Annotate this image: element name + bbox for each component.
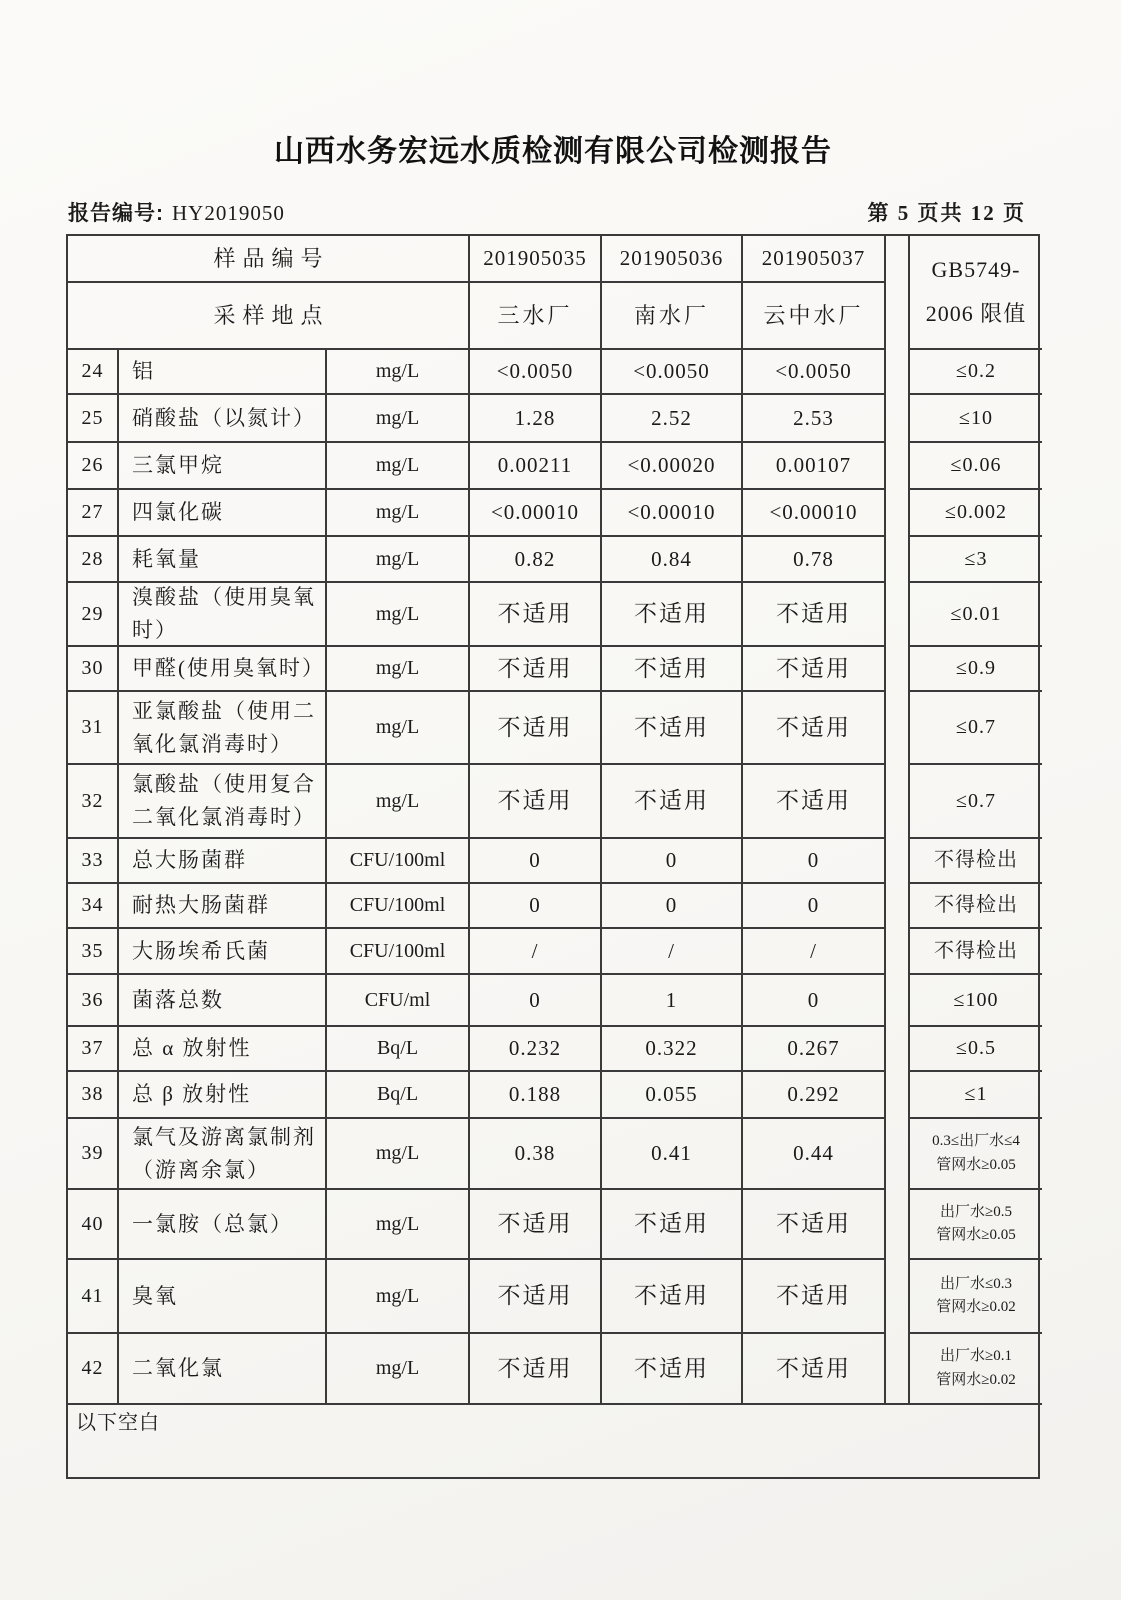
row-number: 34 <box>68 884 119 929</box>
param-value: 不适用 <box>743 1190 886 1260</box>
param-value: 0.41 <box>602 1119 743 1190</box>
param-value: 0 <box>743 884 886 929</box>
param-limit-line: ≤0.2 <box>956 360 996 382</box>
param-limit-line: 管网水≥0.02 <box>936 1299 1016 1315</box>
param-limit <box>910 395 1042 443</box>
sample-table <box>66 234 1040 1479</box>
param-name: 耗氧量 <box>119 537 327 583</box>
param-name: 四氯化碳 <box>119 490 327 537</box>
param-name: 总 β 放射性 <box>119 1072 327 1119</box>
param-value: 不适用 <box>743 647 886 692</box>
param-value: 0.38 <box>470 1119 602 1190</box>
row-number: 40 <box>68 1190 119 1260</box>
param-limit-line: ≤0.9 <box>956 657 996 679</box>
page-title: 山西水务宏远水质检测有限公司检测报告 <box>274 135 832 168</box>
param-value: / <box>602 929 743 975</box>
param-value: 不适用 <box>470 583 602 647</box>
param-limit <box>910 1334 1042 1405</box>
param-value: 0 <box>743 839 886 884</box>
param-limit-line: 0.3≤出厂水≤4 <box>932 1133 1020 1150</box>
param-value: 不适用 <box>602 1334 743 1405</box>
param-value: 1.28 <box>470 395 602 443</box>
page-indicator: 第 5 页共 12 页 <box>867 201 1026 225</box>
report-content <box>66 0 1040 1479</box>
param-unit: mg/L <box>327 583 470 647</box>
param-unit: CFU/100ml <box>327 929 470 975</box>
param-limit-line: 不得检出 <box>934 939 1018 962</box>
param-value: <0.00010 <box>743 490 886 537</box>
row-number: 24 <box>68 350 119 395</box>
param-unit: mg/L <box>327 1334 470 1405</box>
row-number: 26 <box>68 443 119 490</box>
param-limit-line: 出厂水≥0.1 <box>940 1348 1012 1365</box>
param-value: 不适用 <box>470 692 602 765</box>
param-limit-line: ≤10 <box>959 406 993 429</box>
param-value: <0.0050 <box>470 350 602 395</box>
header-location-2: 南水厂 <box>602 283 743 350</box>
param-value: 0.055 <box>602 1072 743 1119</box>
param-value: 不适用 <box>602 1190 743 1260</box>
param-value: <0.00010 <box>602 490 743 537</box>
param-unit: Bq/L <box>327 1027 470 1072</box>
param-value: 0.82 <box>470 537 602 583</box>
param-unit: mg/L <box>327 395 470 443</box>
param-limit-line: 管网水≥0.02 <box>936 1371 1016 1388</box>
row-number: 42 <box>68 1334 119 1405</box>
row-number: 28 <box>68 537 119 583</box>
param-value: 0.84 <box>602 537 743 583</box>
param-value: 0.267 <box>743 1027 886 1072</box>
param-limit <box>910 350 1042 395</box>
param-limit <box>910 583 1042 647</box>
param-value: 0 <box>602 884 743 929</box>
param-limit <box>910 1027 1042 1072</box>
report-number-group <box>68 197 285 227</box>
param-value: 2.53 <box>743 395 886 443</box>
param-value: 2.52 <box>602 395 743 443</box>
param-limit-line: ≤0.7 <box>956 716 996 738</box>
param-unit: CFU/100ml <box>327 884 470 929</box>
param-limit <box>910 490 1042 537</box>
param-value: 不适用 <box>470 1190 602 1260</box>
header-sample-no-label: 样品编号 <box>68 236 470 283</box>
param-unit: Bq/L <box>327 1072 470 1119</box>
param-limit-line: ≤0.01 <box>950 602 1002 625</box>
header-sample-id-1: 201905035 <box>470 236 602 283</box>
param-unit: mg/L <box>327 765 470 839</box>
param-unit: mg/L <box>327 1260 470 1334</box>
param-name: 菌落总数 <box>119 975 327 1027</box>
param-name: 亚氯酸盐（使用二氧化氯消毒时） <box>119 692 327 765</box>
param-limit <box>910 692 1042 765</box>
param-value: 0 <box>602 839 743 884</box>
param-name: 硝酸盐（以氮计） <box>119 395 327 443</box>
param-name: 一氯胺（总氯） <box>119 1190 327 1260</box>
param-value: 0.322 <box>602 1027 743 1072</box>
param-limit <box>910 443 1042 490</box>
param-value: 不适用 <box>743 1260 886 1334</box>
param-name: 氯酸盐（使用复合二氧化氯消毒时） <box>119 765 327 839</box>
param-value: 0 <box>470 884 602 929</box>
param-limit <box>910 1190 1042 1260</box>
param-name: 大肠埃希氏菌 <box>119 929 327 975</box>
param-name: 三氯甲烷 <box>119 443 327 490</box>
row-number: 41 <box>68 1260 119 1334</box>
param-name: 溴酸盐（使用臭氧时） <box>119 583 327 647</box>
param-limit-line: 不得检出 <box>934 894 1018 916</box>
row-number: 33 <box>68 839 119 884</box>
param-value: <0.00020 <box>602 443 743 490</box>
param-value: 0 <box>470 839 602 884</box>
param-name: 氯气及游离氯制剂（游离余氯） <box>119 1119 327 1190</box>
param-limit-line: ≤3 <box>964 547 988 570</box>
param-unit: mg/L <box>327 1119 470 1190</box>
row-number: 39 <box>68 1119 119 1190</box>
param-name: 臭氧 <box>119 1260 327 1334</box>
param-name: 二氧化氯 <box>119 1334 327 1405</box>
param-unit: mg/L <box>327 350 470 395</box>
param-value: 1 <box>602 975 743 1027</box>
limit-title-line2: 2006 限值 <box>925 301 1027 327</box>
param-value: 不适用 <box>470 765 602 839</box>
param-limit-line: ≤0.002 <box>945 501 1007 523</box>
report-number-label: 报告编号: <box>68 202 164 225</box>
param-value: <0.0050 <box>743 350 886 395</box>
spacer-column <box>886 236 910 1405</box>
param-value: 0.232 <box>470 1027 602 1072</box>
param-limit <box>910 647 1042 692</box>
param-value: 0.00107 <box>743 443 886 490</box>
row-number: 27 <box>68 490 119 537</box>
param-value: 不适用 <box>743 1334 886 1405</box>
row-number: 30 <box>68 647 119 692</box>
param-limit <box>910 975 1042 1027</box>
param-limit-line: ≤0.06 <box>950 454 1002 476</box>
footer-note: 以下空白 <box>76 1412 160 1434</box>
param-value: 0.78 <box>743 537 886 583</box>
param-value: 不适用 <box>602 1260 743 1334</box>
param-limit <box>910 537 1042 583</box>
param-value: 0 <box>743 975 886 1027</box>
param-value: 不适用 <box>743 765 886 839</box>
param-value: / <box>470 929 602 975</box>
param-limit <box>910 929 1042 975</box>
param-limit-line: ≤100 <box>953 988 999 1011</box>
row-number: 38 <box>68 1072 119 1119</box>
param-limit <box>910 765 1042 839</box>
row-number: 31 <box>68 692 119 765</box>
param-unit: mg/L <box>327 692 470 765</box>
param-unit: mg/L <box>327 537 470 583</box>
row-number: 37 <box>68 1027 119 1072</box>
param-limit <box>910 1260 1042 1334</box>
header-sample-id-3: 201905037 <box>743 236 886 283</box>
param-unit: mg/L <box>327 490 470 537</box>
param-limit-line: 管网水≥0.05 <box>936 1227 1016 1243</box>
param-value: / <box>743 929 886 975</box>
param-value: 0.292 <box>743 1072 886 1119</box>
header-location-1: 三水厂 <box>470 283 602 350</box>
param-limit-line: ≤1 <box>964 1083 988 1105</box>
param-value: 不适用 <box>602 583 743 647</box>
report-meta-row <box>66 197 1040 227</box>
param-limit-line: 出厂水≤0.3 <box>940 1275 1012 1292</box>
param-name: 铝 <box>119 350 327 395</box>
param-value: 不适用 <box>743 583 886 647</box>
param-limit <box>910 839 1042 884</box>
param-limit-line: 管网水≥0.05 <box>936 1156 1016 1173</box>
param-value: 0.44 <box>743 1119 886 1190</box>
param-limit-line: 出厂水≥0.5 <box>940 1203 1012 1220</box>
param-unit: mg/L <box>327 443 470 490</box>
param-value: 不适用 <box>470 647 602 692</box>
header-location-label: 采样地点 <box>68 283 470 350</box>
limit-title-line1: GB5749- <box>931 256 1021 282</box>
param-value: 不适用 <box>743 692 886 765</box>
param-limit <box>910 1072 1042 1119</box>
param-name: 总 α 放射性 <box>119 1027 327 1072</box>
param-name: 耐热大肠菌群 <box>119 884 327 929</box>
param-unit: mg/L <box>327 647 470 692</box>
header-sample-id-2: 201905036 <box>602 236 743 283</box>
param-limit-line: ≤0.5 <box>956 1037 996 1059</box>
param-value: 不适用 <box>602 692 743 765</box>
param-value: 0.00211 <box>470 443 602 490</box>
param-unit: CFU/ml <box>327 975 470 1027</box>
row-number: 35 <box>68 929 119 975</box>
param-limit <box>910 1119 1042 1190</box>
param-unit: mg/L <box>327 1190 470 1260</box>
param-unit: CFU/100ml <box>327 839 470 884</box>
param-value: 不适用 <box>602 647 743 692</box>
row-number: 36 <box>68 975 119 1027</box>
param-value: <0.00010 <box>470 490 602 537</box>
header-limit-title <box>910 236 1042 350</box>
param-name: 甲醛(使用臭氧时） <box>119 647 327 692</box>
param-limit <box>910 884 1042 929</box>
report-number: HY2019050 <box>172 201 285 225</box>
row-number: 32 <box>68 765 119 839</box>
param-value: 不适用 <box>470 1334 602 1405</box>
param-value: 不适用 <box>602 765 743 839</box>
param-limit-line: ≤0.7 <box>956 789 996 812</box>
param-name: 总大肠菌群 <box>119 839 327 884</box>
param-limit-line: 不得检出 <box>934 849 1018 871</box>
row-number: 25 <box>68 395 119 443</box>
param-value: 不适用 <box>470 1260 602 1334</box>
row-number: 29 <box>68 583 119 647</box>
param-value: <0.0050 <box>602 350 743 395</box>
param-value: 0.188 <box>470 1072 602 1119</box>
param-value: 0 <box>470 975 602 1027</box>
header-location-3: 云中水厂 <box>743 283 886 350</box>
